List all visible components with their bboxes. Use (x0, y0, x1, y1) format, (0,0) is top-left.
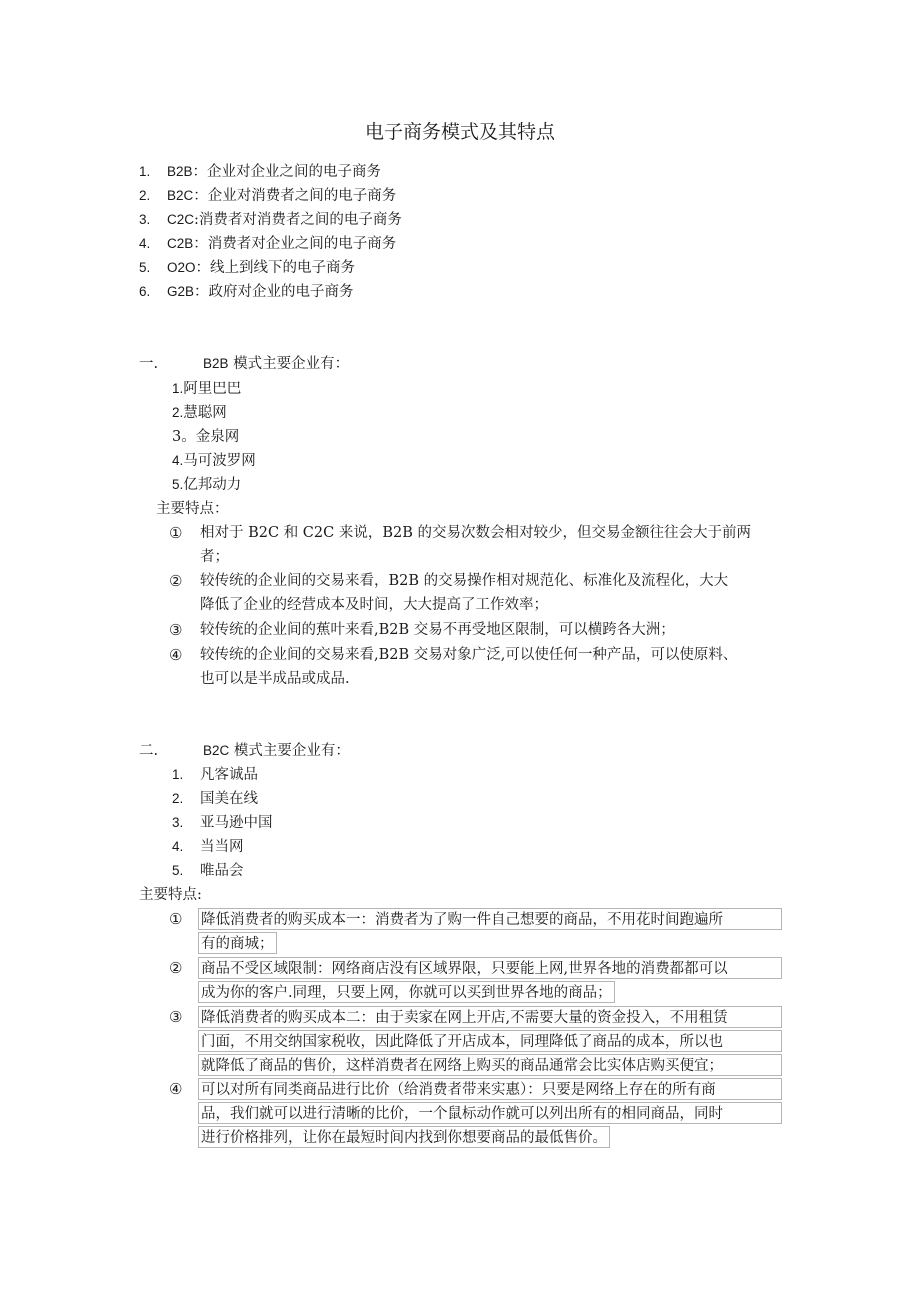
feature-line: 较传统的企业间的蕉叶来看,B2B 交易不再受地区限制，可以横跨各大洲； (200, 622, 675, 638)
company-name: 唯品会 (200, 863, 244, 879)
model-code: G2B (167, 284, 195, 299)
model-code: B2B (167, 164, 193, 179)
section-heading-text: 模式主要企业有： (229, 743, 350, 759)
feature-line: 可以对所有同类商品进行比价（给消费者带来实惠）：只要是网络上存在的所有商 (198, 1078, 782, 1100)
company-number: 5. (172, 477, 184, 492)
model-number: 5. (139, 260, 151, 275)
company-item (172, 474, 241, 496)
model-text (167, 209, 402, 231)
section-heading (203, 740, 350, 762)
company-number: 2. (172, 405, 184, 420)
feature-line: 降低消费者的购买成本二：由于卖家在网上开店,不需要大量的资金投入，不用租赁 (198, 1006, 782, 1028)
company-number: 3. (172, 815, 184, 830)
model-description: 企业对消费者之间的电子商务 (207, 188, 397, 204)
model-description: 消费者对消费者之间的电子商务 (198, 212, 402, 228)
model-description: 线上到线下的电子商务 (210, 260, 356, 276)
feature-text (198, 1078, 782, 1158)
model-text (167, 185, 396, 207)
company-item (172, 402, 227, 424)
model-separator: ： (192, 164, 208, 180)
model-separator: ： (194, 284, 209, 300)
company-item (172, 378, 241, 400)
feature-line: 有的商城； (198, 932, 277, 954)
feature-line: 者； (200, 549, 229, 565)
company-name: 当当网 (200, 839, 244, 855)
company-number: 1. (172, 767, 184, 782)
section-heading (203, 353, 349, 375)
section-heading-code: B2C (203, 743, 230, 758)
feature-line: 相对于 B2C 和 C2C 来说，B2B 的交易次数会相对较少，但交易金额往往会大于前两 (200, 525, 751, 541)
model-text (167, 233, 396, 255)
feature-line: 就降低了商品的售价，这样消费者在网络上购买的商品通常会比实体店购买便宜； (198, 1054, 782, 1076)
section-heading-text: 模式主要企业有： (228, 356, 350, 372)
document-title: 电子商务模式及其特点 (364, 121, 555, 143)
company-name: 国美在线 (200, 791, 258, 807)
model-description: 消费者对企业之间的电子商务 (207, 236, 397, 252)
company-name: 亚马逊中国 (200, 815, 273, 831)
model-text (167, 281, 354, 303)
feature-line: 降低消费者的购买成本一：消费者为了购一件自己想要的商品，不用花时间跑遍所 (198, 908, 782, 930)
feature-text (198, 1006, 782, 1078)
feature-line: 降低了企业的经营成本及时间，大大提高了工作效率； (200, 597, 548, 613)
company-name: 马可波罗网 (183, 453, 256, 469)
model-number: 2. (139, 188, 151, 203)
model-code: C2C (167, 212, 195, 227)
company-number: 5. (172, 863, 184, 878)
feature-text (198, 908, 782, 964)
model-description: 企业对企业之间的电子商务 (207, 164, 382, 180)
company-name: 金泉网 (195, 429, 240, 445)
feature-text (200, 521, 784, 569)
model-number: 4. (139, 236, 151, 251)
model-number: 3. (139, 212, 151, 227)
company-number: 2. (172, 791, 184, 806)
model-separator: ： (193, 236, 208, 252)
company-item (172, 450, 256, 472)
feature-marker: ① (169, 524, 183, 542)
model-description: 政府对企业的电子商务 (208, 284, 354, 300)
model-number: 6. (139, 284, 151, 299)
company-item (172, 426, 239, 448)
section-number: 一. (139, 356, 159, 372)
features-label: 主要特点： (156, 501, 229, 517)
model-code: O2O (167, 260, 196, 275)
company-number: 3。 (172, 429, 196, 445)
feature-line: 门面，不用交纳国家税收，因此降低了开店成本，同理降低了商品的成本，所以也 (198, 1030, 782, 1052)
company-number: 4. (172, 839, 184, 854)
feature-line: 成为你的客户.同理，只要上网，你就可以买到世界各地的商品； (198, 981, 615, 1003)
feature-marker: ② (169, 572, 183, 590)
company-name: 亿邦动力 (183, 477, 242, 493)
model-text (167, 161, 381, 183)
company-name: 凡客诚品 (200, 767, 258, 783)
section-number: 二. (139, 743, 159, 759)
feature-line: 进行价格排列，让你在最短时间内找到你想要商品的最低售价。 (198, 1126, 610, 1148)
model-number: 1. (139, 164, 151, 179)
company-number: 1. (172, 381, 184, 396)
feature-marker: ③ (169, 1008, 183, 1026)
features-label: 主要特点: (139, 887, 202, 903)
feature-text (198, 957, 782, 1013)
model-text (167, 257, 355, 279)
section-heading-code: B2B (203, 356, 229, 371)
company-number: 4. (172, 453, 184, 468)
feature-line: 品，我们就可以进行清晰的比价，一个鼠标动作就可以列出所有的相同商品，同时 (198, 1102, 782, 1124)
feature-marker: ④ (169, 1080, 183, 1098)
model-separator: ： (195, 260, 211, 276)
company-name: 慧聪网 (183, 405, 227, 421)
model-code: C2B (167, 236, 194, 251)
feature-marker: ① (169, 910, 183, 928)
feature-marker: ② (169, 959, 183, 977)
feature-text (200, 643, 784, 691)
feature-text (200, 618, 784, 642)
feature-line: 较传统的企业间的交易来看,B2B 交易对象广泛,可以使任何一种产品，可以使原料、 (200, 647, 738, 663)
company-name: 阿里巴巴 (183, 381, 242, 397)
feature-line: 较传统的企业间的交易来看，B2B 的交易操作相对规范化、标准化及流程化，大大 (200, 573, 729, 589)
feature-line: 商品不受区域限制：网络商店没有区域界限，只要能上网,世界各地的消费都都可以 (198, 957, 782, 979)
feature-line: 也可以是半成品或成品. (200, 671, 350, 687)
feature-marker: ③ (169, 621, 183, 639)
model-separator: ： (193, 188, 208, 204)
model-separator: : (194, 212, 199, 228)
feature-marker: ④ (169, 646, 183, 664)
model-code: B2C (167, 188, 194, 203)
feature-text (200, 569, 784, 617)
